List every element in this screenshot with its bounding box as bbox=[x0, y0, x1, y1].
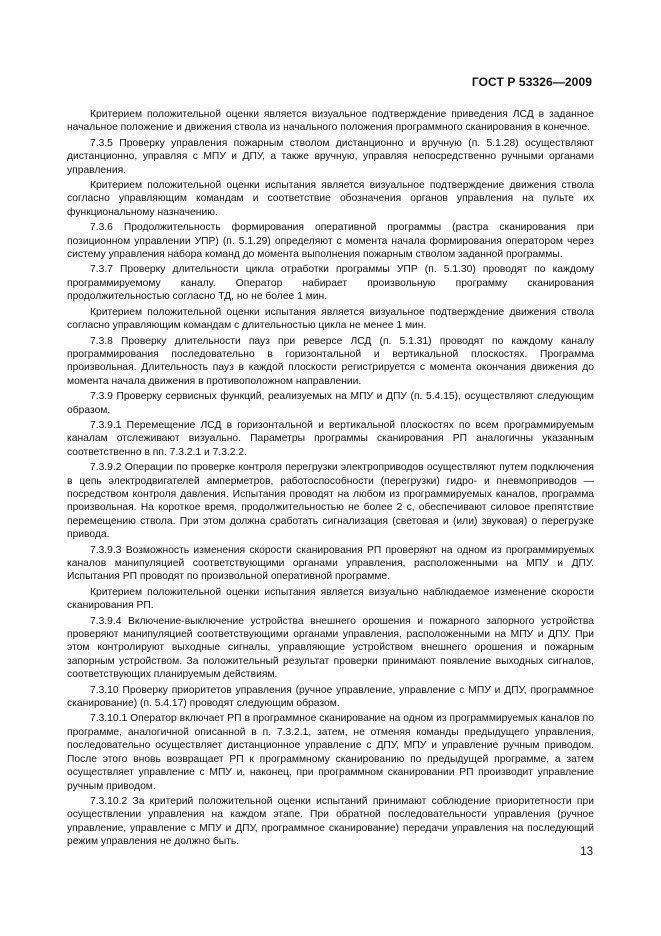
paragraph: Критерием положительной оценки является визуальное подтверждение приведения ЛСД в заданное начальное положение и движения ствола из начального положения программного сканирования в конечное. bbox=[67, 109, 594, 134]
paragraph: 7.3.7 Проверку длительности цикла отработки программы УПР (п. 5.1.30) проводят по каждому программируемому каналу. Оператор набирает произвольную программу сканирования продолжительностью согласно ТД, но не более 1 мин. bbox=[67, 264, 594, 303]
page-number: 13 bbox=[580, 846, 593, 858]
paragraph: 7.3.10 Проверку приоритетов управления (ручное управление, управление с МПУ и ДПУ, программное сканирование) (п. 5.4.17) проводят следующим образом. bbox=[67, 684, 594, 710]
document-body bbox=[67, 108, 594, 851]
paragraph: Критерием положительной оценки испытания является визуально наблюдаемое изменение скорости сканирования РП. bbox=[67, 586, 594, 612]
paragraph: 7.3.9.2 Операции по проверке контроля перегрузки электроприводов осуществляют путем подключения в цепь электродвигателей амперметров, работоспособности (перегрузки) гидро- и пневмоприводов — посредством контроля давления. Испытания проводят на любом из программируемых каналов, программа произвольная. На короткое время, продолжительностью не более 2 с, обеспечивают силовое препятствие перемещению ствола. При этом должна сработать сигнализация (световая и (или) звуковая) о перегрузке привода. bbox=[67, 462, 594, 541]
paragraph: Критерием положительной оценки испытания является визуальное подтверждение движения ствола согласно управляющим командам и соответствие обозначения органов управления на пульте их функциональному назначению. bbox=[67, 180, 594, 218]
paragraph: 7.3.8 Проверку длительности пауз при реверсе ЛСД (п. 5.1.31) проводят по каждому каналу программирования последовательно в горизонтальной и вертикальной плоскостях. Программа произвольная. Длительность пауз в каждой плоскости регистрируется с момента окончания движения до момента начала движения в противоположном направлении. bbox=[67, 335, 594, 387]
standard-header: ГОСТ Р 53326—2009 bbox=[471, 75, 592, 89]
paragraph: 7.3.9.4 Включение-выключение устройства внешнего орошения и пожарного запорного устройства проверяют манипуляцией соответствующими органами управления, расположенными на МПУ и ДПУ. При этом контролируют выходные сигналы, управляющие устройством внешнего орошения и пожарным запорным устройством. За положительный результат проверки принимают появление выходных сигналов, соответствующих планируемым действиям. bbox=[67, 615, 594, 681]
paragraph: 7.3.6 Продолжительность формирования оперативной программы (растра сканирования при позиционном управлении УПР) (п. 5.1.29) определяют с момента начала формирования оператором через систему управления набора команд до момента выполнения пожарным стволом заданной программы. bbox=[67, 222, 594, 261]
paragraph: 7.3.9.1 Перемещение ЛСД в горизонтальной и вертикальной плоскостях по всем программируемым каналам отслеживают визуально. Параметры программы сканирования РП аналогичны указанным соответственно в пп. 7.3.2.1 и 7.3.2.2. bbox=[67, 419, 594, 458]
paragraph: 7.3.10.1 Оператор включает РП в программное сканирование на одном из программируемых каналов по программе, аналогичной описанной в п. 7.3.2.1, затем, не отменяя команды предыдущего управления, последовательно осуществляет дистанционное управление с ДПУ, МПУ и управление ручным приводом. После этого вновь возвращает РП к программному сканированию по предыдущей программе, а затем осуществляет управление с МПУ и, наконец, при программном сканировании РП производит управление ручным приводом. bbox=[67, 713, 594, 792]
paragraph: 7.3.10.2 За критерий положительной оценки испытаний принимают соблюдение приоритетности при осуществлении управления на каждом этапе. При обратной последовательности управления (ручное управление, управление с МПУ и ДПУ, программное сканирование) передачи управления на последующий режим управления не должно быть. bbox=[67, 795, 594, 848]
paragraph: 7.3.9.3 Возможность изменения скорости сканирования РП проверяют на одном из программируемых каналов манипуляцией соответствующими органами управления, расположенными на МПУ и ДПУ. Испытания РП проводят по произвольной оперативной программе. bbox=[67, 544, 594, 583]
paragraph: Критерием положительной оценки испытания является визуальное подтверждение движения ствола согласно управляющим командам с длительностью цикла не менее 1 мин. bbox=[67, 306, 594, 332]
paragraph: 7.3.9 Проверку сервисных функций, реализуемых на МПУ и ДПУ (п. 5.4.15), осуществляют следующим образом. bbox=[67, 391, 594, 416]
paragraph: 7.3.5 Проверку управления пожарным стволом дистанционно и вручную (п. 5.1.28) осуществляют дистанционно, управляя с МПУ и ДПУ, а также вручную, управляя непосредственно ручными органами управления. bbox=[67, 137, 594, 176]
